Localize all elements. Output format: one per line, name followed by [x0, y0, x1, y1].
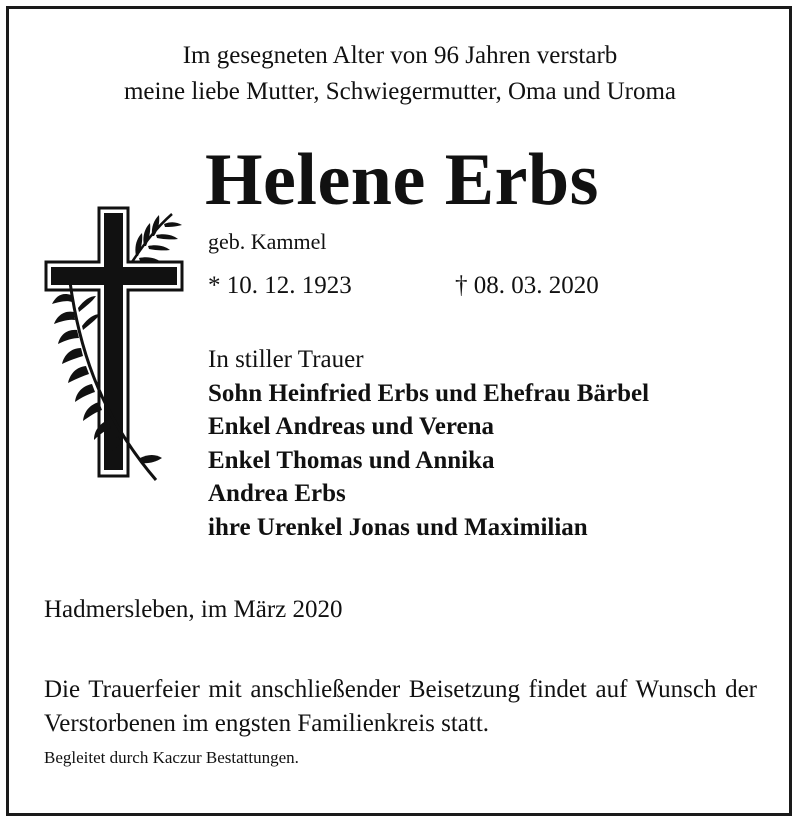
death-date: † 08. 03. 2020 [455, 272, 599, 299]
deceased-name: Helene Erbs [205, 139, 599, 221]
maiden-name: geb. Kammel [208, 229, 327, 254]
mourning-label: In stiller Trauer [208, 346, 364, 373]
mourner-line: Enkel Andreas und Verena [208, 413, 494, 440]
birth-date: * 10. 12. 1923 [208, 272, 352, 299]
mourner-line: Sohn Heinfried Erbs und Ehefrau Bärbel [208, 379, 650, 407]
intro-line: Im gesegneten Alter von 96 Jahren verstarb [182, 42, 618, 69]
funeral-notice: Die Trauerfeier mit anschließender Beisetzung findet auf Wunsch der Verstorbenen im engsten Familienkreis statt. [44, 676, 757, 737]
place-and-date: Hadmersleben, im März 2020 [44, 596, 343, 623]
mourners-block [208, 343, 649, 544]
undertaker-credit: Begleitet durch Kaczur Bestattungen. [44, 748, 299, 767]
mourner-line: ihre Urenkel Jonas und Maximilian [208, 513, 588, 541]
mourner-line: Andrea Erbs [208, 480, 346, 507]
mourner-line: Enkel Thomas und Annika [208, 446, 495, 474]
cross-with-palm-branch-icon [44, 200, 184, 485]
intro-text [0, 38, 800, 110]
intro-line: meine liebe Mutter, Schwiegermutter, Oma und Uroma [123, 78, 676, 105]
